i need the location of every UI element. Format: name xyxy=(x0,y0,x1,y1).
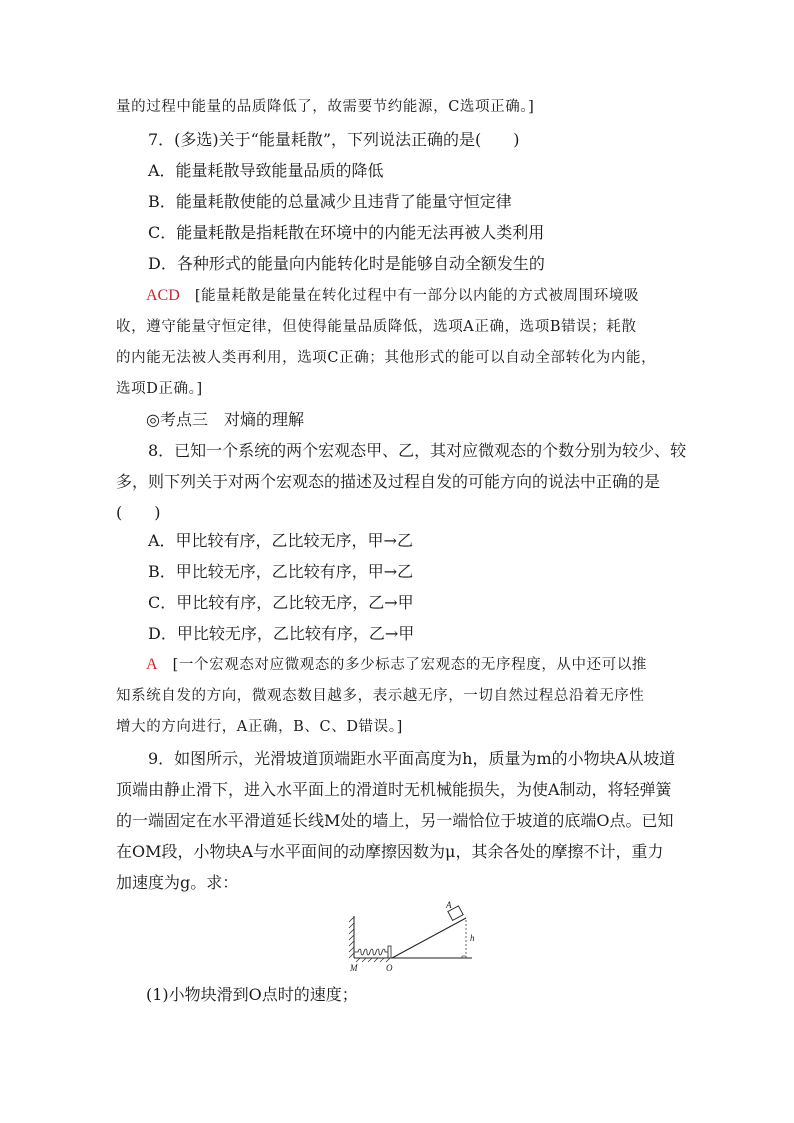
section-heading: ◎考点三 对熵的理解 xyxy=(146,410,304,429)
question-7-stem: 7．(多选)关于“能量耗散”，下列说法正确的是( ) xyxy=(148,130,520,149)
q7-explanation-line: 的内能无法被人类再利用，选项C正确；其他形式的能可以自动全部转化为内能， xyxy=(116,350,657,366)
q7-option-b: B．能量耗散使能的总量减少且违背了能量守恒定律 xyxy=(148,192,512,211)
question-9-stem-cont: 的一端固定在水平滑道延长线M处的墙上，另一端恰位于坡道的底端O点。已知 xyxy=(116,811,674,830)
question-9-stem-cont: 在OM段，小物块A与水平面间的动摩擦因数为μ，其余各处的摩擦不计，重力 xyxy=(116,842,664,861)
label-h: h xyxy=(470,933,475,943)
question-8-blank: ( ) xyxy=(116,503,161,522)
spring-plate xyxy=(388,946,391,958)
q7-option-d: D．各种形式的能量向内能转化时是能够自动全额发生的 xyxy=(148,254,545,273)
label-a: A xyxy=(446,900,452,910)
label-o: O xyxy=(386,963,393,973)
q8-answer: A [一个宏观态对应微观态的多少标志了宏观态的无序程度，从中还可以推 xyxy=(146,656,648,673)
ground-hatch xyxy=(356,958,390,962)
q7-explanation-line: 收，遵守能量守恒定律，但使得能量品质降低，选项A正确，选项B错误；耗散 xyxy=(116,319,637,335)
q7-answer: ACD [能量耗散是能量在转化过程中有一部分以内能的方式被周围环境吸 xyxy=(146,287,640,304)
q8-option-a: A．甲比较有序，乙比较无序，甲→乙 xyxy=(148,531,413,550)
q7-option-c: C．能量耗散是指耗散在环境中的内能无法再被人类利用 xyxy=(148,223,545,242)
wall-hatch xyxy=(349,917,354,958)
q8-option-c: C．甲比较有序，乙比较无序，乙→甲 xyxy=(148,593,414,612)
q8-explanation-line: 知系统自发的方向，微观态数目越多，表示越无序，一切自然过程总沿着无序性 xyxy=(116,688,645,704)
q8-option-d: D．甲比较无序，乙比较有序，乙→甲 xyxy=(148,624,415,643)
label-m: M xyxy=(350,963,358,973)
question-9-stem-cont: 加速度为g。求： xyxy=(116,873,239,892)
slope-spring-diagram xyxy=(348,898,478,976)
answer-continuation: 量的过程中能量的品质降低了，故需要节约能源，C选项正确。] xyxy=(116,99,535,115)
spring xyxy=(354,949,388,955)
q8-explanation-line: 增大的方向进行，A正确，B、C、D错误。] xyxy=(116,719,403,735)
slope-spring-figure xyxy=(348,898,478,976)
q7-option-a: A．能量耗散导致能量品质的降低 xyxy=(148,161,384,180)
q8-answer-key: A xyxy=(146,656,158,673)
q8-option-b: B．甲比较无序，乙比较有序，甲→乙 xyxy=(148,562,414,581)
question-8-stem: 8．已知一个系统的两个宏观态甲、乙，其对应微观态的个数分别为较少、较 xyxy=(148,441,687,460)
question-9-stem: 9．如图所示，光滑坡道顶端距水平面高度为h，质量为m的小物块A从坡道 xyxy=(148,749,676,768)
slope-line xyxy=(392,918,466,958)
q7-explanation-line: 选项D正确。] xyxy=(116,381,203,397)
q7-answer-key: ACD xyxy=(146,287,180,304)
question-8-stem-cont: 多，则下列关于对两个宏观态的描述及过程自发的可能方向的说法中正确的是 xyxy=(116,472,661,491)
question-9-stem-cont: 顶端由静止滑下，进入水平面上的滑道时无机械能损失，为使A制动，将轻弹簧 xyxy=(116,780,672,799)
question-9-part-1: (1)小物块滑到O点时的速度； xyxy=(146,985,358,1004)
